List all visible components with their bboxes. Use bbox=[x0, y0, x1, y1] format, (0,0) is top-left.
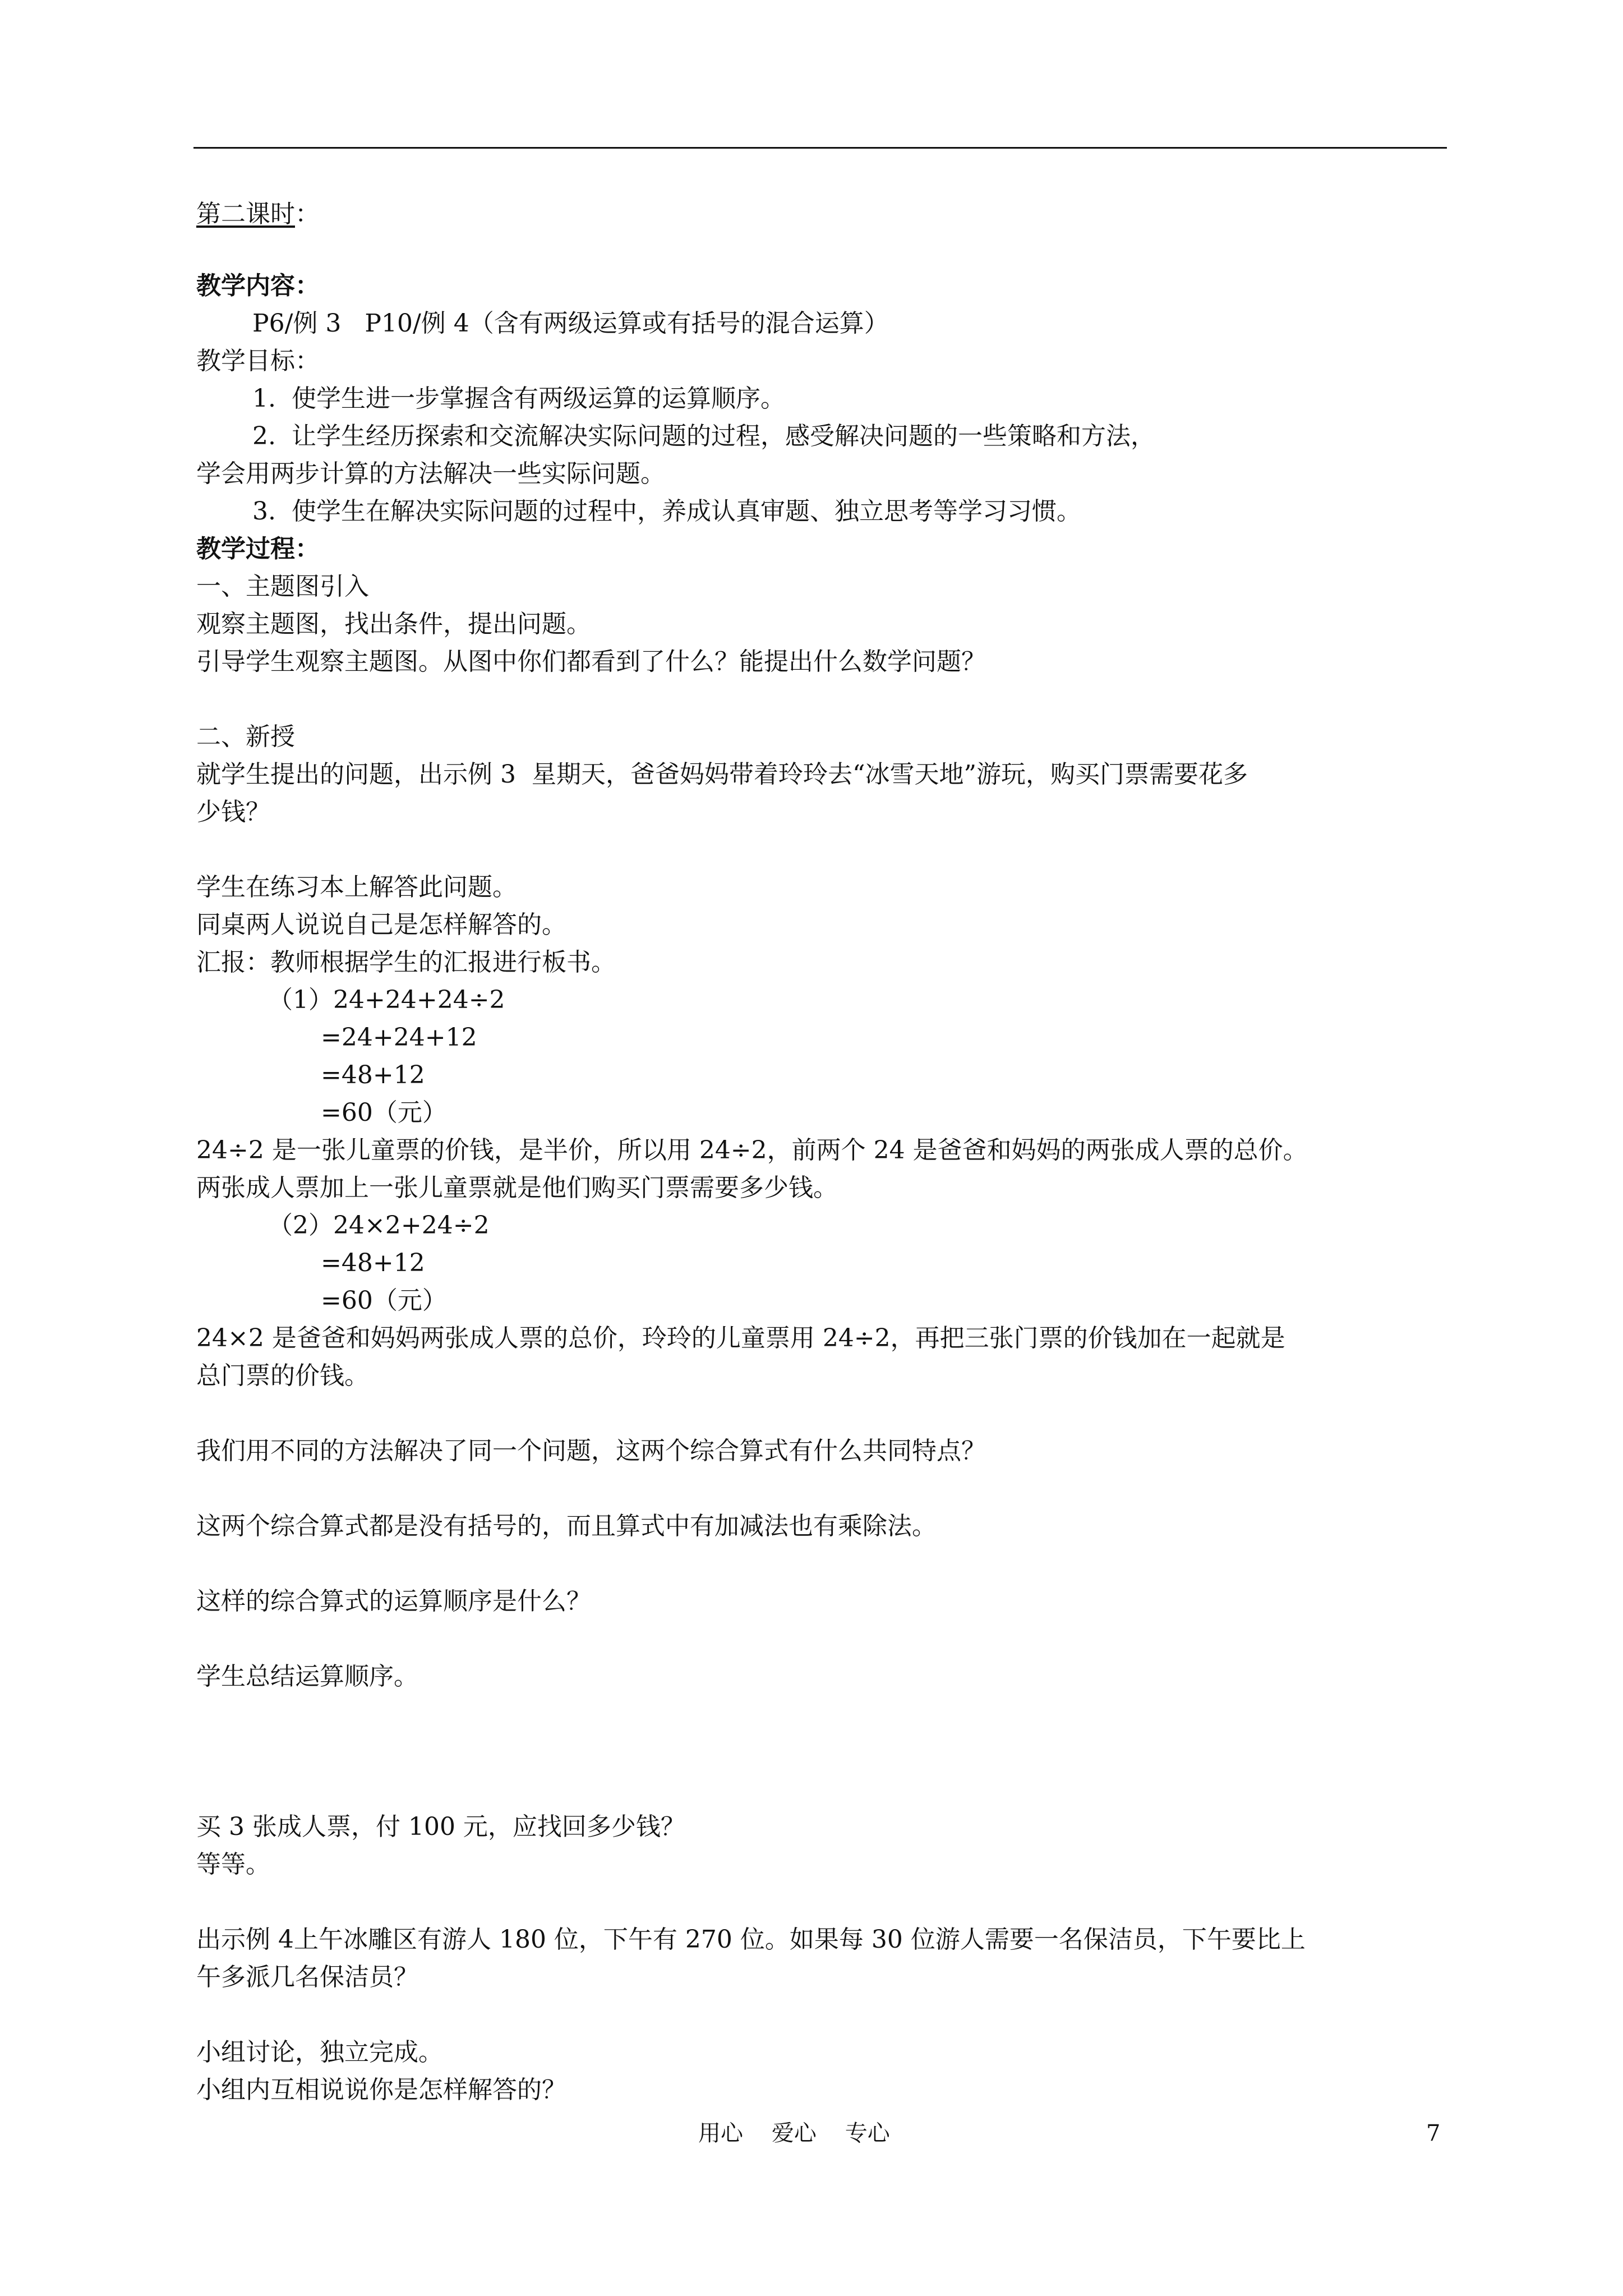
goal-1: 1. 使学生进一步掌握含有两级运算的运算顺序。 bbox=[252, 384, 785, 413]
explanation-2a: 24×2 是爸爸和妈妈两张成人票的总价，玲玲的儿童票用 24÷2，再把三张门票的价钱加在一起就是 bbox=[196, 1324, 1285, 1352]
explanation-1b: 两张成人票加上一张儿童票就是他们购买门票需要多少钱。 bbox=[196, 1174, 838, 1202]
answer-1: 这两个综合算式都是没有括号的，而且算式中有加减法也有乘除法。 bbox=[196, 1512, 937, 1540]
calc-2-line-2: =48+12 bbox=[321, 1249, 425, 1277]
section-2-p1b: 少钱？ bbox=[196, 798, 270, 826]
calc-1-line-3: =48+12 bbox=[321, 1061, 425, 1089]
content-line: P6/例 3 P10/例 4（含有两级运算或有括号的混合运算） bbox=[252, 309, 889, 338]
group-discussion: 小组讨论，独立完成。 bbox=[196, 2038, 443, 2067]
lesson-heading-colon: ： bbox=[295, 200, 320, 228]
calc-1-line-1: （1）24+24+24÷2 bbox=[268, 986, 505, 1014]
goals-title: 教学目标： bbox=[196, 347, 320, 375]
etc-line: 等等。 bbox=[196, 1850, 270, 1879]
section-2-p2: 学生在练习本上解答此问题。 bbox=[196, 873, 517, 901]
answer-2: 学生总结运算顺序。 bbox=[196, 1662, 418, 1691]
calc-1-line-4: =60（元） bbox=[321, 1098, 447, 1127]
explanation-1a: 24÷2 是一张儿童票的价钱，是半价，所以用 24÷2，前两个 24 是爸爸和妈妈的两张成人票的总价。 bbox=[196, 1136, 1308, 1165]
calc-2-line-1: （2）24×2+24÷2 bbox=[268, 1211, 490, 1240]
question-1: 我们用不同的方法解决了同一个问题，这两个综合算式有什么共同特点？ bbox=[196, 1437, 986, 1465]
group-explain: 小组内互相说说你是怎样解答的？ bbox=[196, 2076, 566, 2104]
goal-2a: 2. 让学生经历探索和交流解决实际问题的过程，感受解决问题的一些策略和方法， bbox=[252, 422, 1155, 450]
goal-3: 3. 使学生在解决实际问题的过程中，养成认真审题、独立思考等学习习惯。 bbox=[252, 497, 1081, 526]
section-2-p1a: 就学生提出的问题，出示例 3 星期天，爸爸妈妈带着玲玲去“冰雪天地”游玩，购买门票需要花多 bbox=[196, 760, 1248, 789]
section-1-p1: 观察主题图，找出条件，提出问题。 bbox=[196, 610, 591, 638]
goal-2b: 学会用两步计算的方法解决一些实际问题。 bbox=[196, 459, 665, 488]
section-2-p3: 同桌两人说说自己是怎样解答的。 bbox=[196, 910, 566, 939]
process-title: 教学过程： bbox=[196, 535, 320, 563]
problem-buy-tickets: 买 3 张成人票，付 100 元，应找回多少钱？ bbox=[196, 1812, 685, 1841]
example-4a: 出示例 4上午冰雕区有游人 180 位，下午有 270 位。如果每 30 位游人需要一名保洁员，下午要比上 bbox=[196, 1925, 1306, 1954]
footer-motto: 用心 爱心 专心 bbox=[698, 2120, 890, 2146]
calc-2-line-3: =60（元） bbox=[321, 1286, 447, 1315]
content-title: 教学内容： bbox=[196, 272, 320, 300]
section-2-p4: 汇报：教师根据学生的汇报进行板书。 bbox=[196, 948, 616, 977]
header-rule bbox=[193, 147, 1447, 149]
example-4b: 午多派几名保洁员？ bbox=[196, 1963, 418, 1991]
calc-1-line-2: =24+24+12 bbox=[321, 1023, 477, 1052]
page-number: 7 bbox=[1426, 2120, 1441, 2146]
question-2: 这样的综合算式的运算顺序是什么？ bbox=[196, 1587, 591, 1616]
lesson-heading bbox=[196, 197, 320, 231]
section-1-p2: 引导学生观察主题图。从图中你们都看到了什么？能提出什么数学问题？ bbox=[196, 647, 986, 676]
section-1-title: 一、主题图引入 bbox=[196, 572, 369, 601]
explanation-2b: 总门票的价钱。 bbox=[196, 1361, 369, 1390]
section-2-title: 二、新授 bbox=[196, 723, 295, 751]
lesson-heading-text: 第二课时 bbox=[196, 200, 295, 228]
